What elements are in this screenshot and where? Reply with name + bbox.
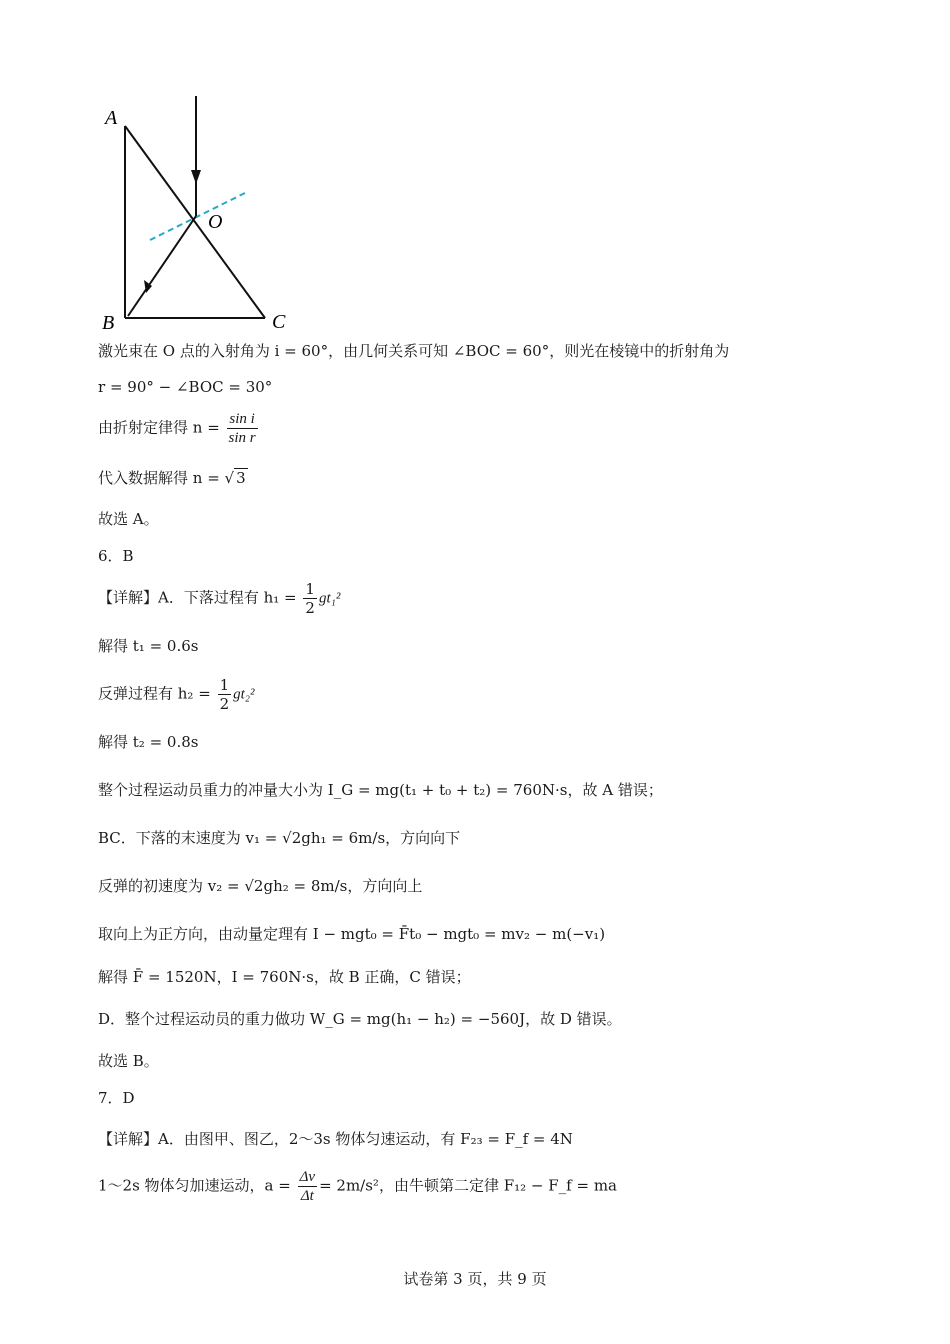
text-line-14: 取向上为正方向，由动量定理有 I − mgt₀ = F̄t₀ − mgt₀ = mv₂ − m(−v₁)	[98, 925, 606, 943]
fraction-numerator: 1	[305, 580, 315, 598]
fraction-half	[218, 676, 232, 713]
fraction-denominator: 2	[219, 695, 230, 713]
text-line-1: 激光束在 O 点的入射角为 i = 60°，由几何关系可知 ∠BOC = 60°，则光在棱镜中的折射角为	[98, 342, 730, 360]
question-6-answer: 6．B	[98, 547, 134, 565]
label-c: C	[272, 311, 286, 333]
text-line-7-post: gt₁²	[318, 590, 341, 607]
text-line-17: 故选 B。	[98, 1052, 159, 1070]
text-line-9	[98, 676, 255, 713]
text-line-9-pre: 反弹过程有 h₂ =	[98, 684, 216, 703]
text-line-15: 解得 F̄ = 1520N，I = 760N·s，故 B 正确，C 错误；	[98, 968, 471, 986]
label-b: B	[102, 312, 115, 334]
prism-diagram	[92, 88, 312, 338]
fraction-numerator: 1	[219, 676, 230, 694]
text-line-13: 反弹的初速度为 v₂ = √2gh₂ = 8m/s，方向向上	[98, 877, 423, 895]
incident-ray-arrow	[191, 170, 201, 184]
page-footer: 试卷第 3 页，共 9 页	[403, 1270, 547, 1288]
text-line-8: 解得 t₁ = 0.6s	[98, 637, 199, 655]
text-line-4	[98, 468, 248, 488]
fraction-half	[303, 580, 317, 617]
text-line-9-post: gt₂²	[233, 686, 255, 703]
label-a: A	[105, 107, 118, 129]
fraction-numerator: sin i	[227, 410, 258, 429]
fraction-denominator: 2	[305, 599, 315, 617]
fraction-numerator: Δv	[299, 1169, 316, 1185]
text-line-16: D．整个过程运动员的重力做功 W_G = mg(h₁ − h₂) = −560J，故 D 错误。	[98, 1010, 622, 1028]
fraction-sin	[227, 410, 258, 447]
question-7-answer: 7．D	[98, 1089, 135, 1107]
normal-line	[150, 193, 245, 240]
fraction-denominator: sin r	[228, 430, 256, 446]
text-line-11: 整个过程运动员重力的冲量大小为 I_G = mg(t₁ + t₀ + t₂) = 760N·s，故 A 错误；	[98, 781, 663, 799]
text-line-5: 故选 A。	[98, 510, 159, 528]
sqrt-radicand: 3	[236, 469, 246, 487]
refracted-ray	[128, 216, 196, 316]
fraction-denominator: Δt	[300, 1188, 314, 1204]
text-line-7-pre: 【详解】A．下落过程有 h₁ =	[98, 588, 302, 607]
text-line-4-pre: 代入数据解得 n = √	[98, 469, 235, 487]
text-line-7	[98, 580, 340, 617]
text-line-19: 【详解】A．由图甲、图乙，2～3s 物体匀速运动，有 F₂₃ = F_f = 4N	[98, 1130, 573, 1148]
fraction-acceleration	[298, 1168, 317, 1205]
text-line-12: BC．下落的末速度为 v₁ = √2gh₁ = 6m/s，方向向下	[98, 829, 461, 847]
text-line-2: r = 90° − ∠BOC = 30°	[98, 378, 273, 396]
text-line-20-post: = 2m/s²，由牛顿第二定律 F₁₂ − F_f = ma	[319, 1176, 617, 1195]
text-line-3-pre: 由折射定律得 n =	[98, 418, 225, 437]
label-o: O	[208, 211, 223, 233]
text-line-20-pre: 1～2s 物体匀加速运动，a =	[98, 1176, 296, 1195]
text-line-3	[98, 410, 260, 447]
text-line-20	[98, 1168, 617, 1205]
text-line-10: 解得 t₂ = 0.8s	[98, 733, 199, 751]
